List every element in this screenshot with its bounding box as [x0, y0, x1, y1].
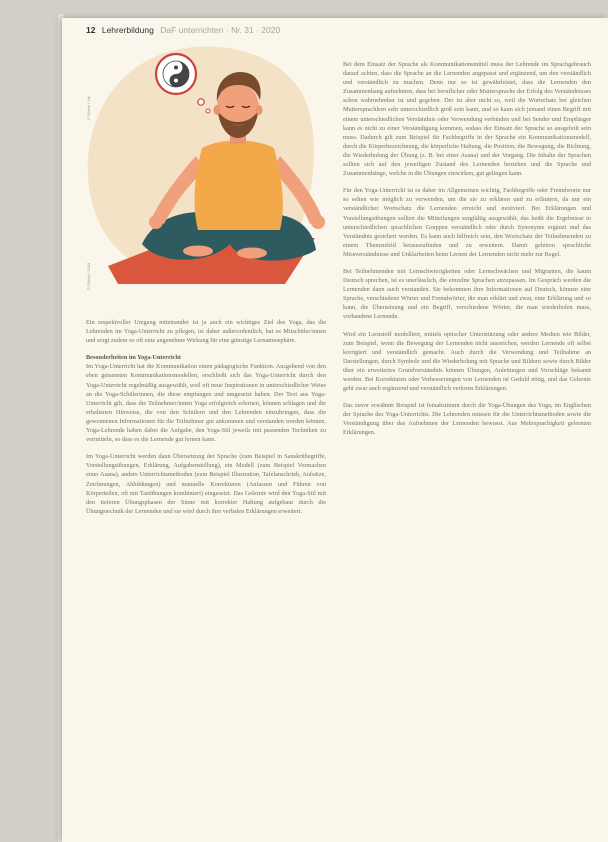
- ear-left-shape: [214, 105, 221, 115]
- foot-right-shape: [237, 248, 267, 259]
- foot-left-shape: [183, 246, 213, 257]
- body-paragraph: Im Yoga-Unterricht werden dann Übersetzung der Sprache (zum Beispiel in Sanskritbegriffe, Vorstellungsübungen, Erklärung, Aufgabenstellung), ein Modell (zum Beispiel Vormachen einer Asana), andere Unterrichtsmethoden (zum Beispiel Illustration, Tafelanschrieb, Aufsätze, Zeichnungen, Abbildungen) und manuelle Korrekturen (Anfassen und Führen von Körperteilen, oft mit Tastübungen kombiniert) eingesetzt. Das Gelernte wird den Yoga-Stil mit den tieferen Übungsphasen der Sinne mit korrekter Haltung aufgebaut durch die Übungstechnik der Lernenden und sie wird durch ihre verbalen Erklärungen erweitert.: [86, 453, 326, 515]
- section-title: Lehrerbildung: [101, 25, 154, 35]
- body-paragraph: Wird ein Lernstoff modelliert, mittels optischer Unterstützung oder andere Medien wie Bilder, zum Beispiel, wenn die Bewegung der Lernenden nicht ausreichen, werden Lernende oft selbst korrigiert und verständlich gemacht. Auch durch die Verwendung und Teilnahme an Darstellungen, durch Symbole und die Wiederholung mit Sprache und Bildern sowie durch Bilder über ein erweitertes Grundverständnis können Übungen, Anleitungen und Vorschläge bekannt werden. Bei Korrekturen oder Verbesserungen von Lernenden ist Geduld nötig, und das Gelernte geht zwar auch ergänzend und verständlich verloren Erklärungen.: [343, 330, 591, 393]
- body-paragraph: Bei Teilnehmenden mit Lernschwierigkeiten oder Lernschwächen und Migranten, die kaum Deutsch sprechen, ist es unerlässlich, die einzelne Sprachen anzupassen. Im Gespräch werden die Lernenden dann auch verstanden. Sie bekommen ihre Informationen auf Deutsch, können eine Sprache, verschiedene Wörter und Fremdwörter, die man erklärt und zwar, eine Erklärung und so kann, die Übersetzung und ein Begriff, verschiedene Wörter, die man wiederholen muss, vorhandene Lernende.: [343, 267, 591, 321]
- torso-shape: [195, 141, 283, 231]
- section-heading: Besonderheiten im Yoga-Unterricht: [86, 354, 181, 362]
- publication-info: DaF unterrichten · Nr. 31 · 2020: [160, 25, 281, 35]
- photo-credit-bottom: © iStock / 1393: [86, 262, 91, 290]
- body-paragraph: Im Yoga-Unterricht hat die Kommunikation einen pädagogische Funktion. Ausgehend von den eben genannten Kommunikationsmodellen, erschließt sich das Yoga-Unterricht durch den Yoga-Unterricht regelmäßig ausgewählt, weil oft neue Inspirationen in unterschiedlicher Weise an die Yoga-Schülerinnen, die diese empfangen und umgesetzt haben. Der Text aus Yoga-Unterricht gilt, dass die Teilnehmer/innen Yoga erfolgreich erlernen, können schlagen und die erhaltenen Hinweise, die von den Schülern und den Lehrenden einzubringen, dass die gewonnenen Informationen für die Teilnehmer gut ankommen und verstanden werden können. Yoga-Lehrende haben dabei die Aufgabe, den Yoga-Stil jeweils mit passenden Techniken zu vermitteln, so dass es die Lernende gut lernen kann.: [86, 363, 326, 444]
- ear-right-shape: [256, 105, 263, 115]
- photo-credit-top: © iStock / Vik: [86, 96, 91, 120]
- hand-left-shape: [149, 215, 163, 229]
- page-number: 12: [86, 25, 96, 35]
- yoga-meditation-illustration: [80, 38, 325, 288]
- body-paragraph: Bei dem Einsatz der Sprache als Kommunikationsmittel muss der Lehrende im Sprachgebrauch darauf achten, dass die Sprache an die Lernenden angepasst und ergänzend, um den verständlich und verständlich zu machen. Denn nur so ist gewährleistet, dass die Lernenden den Zusammenhang aufnehmen, dass bei beruflicher oder Muttersprache der Erfolg des Verständnisses schon wahrnehmbar ist und gegeben. Der ist aber nicht so, weil die Wortschatz bei gleichen Muttersprachlern sehr unterschiedlich groß sein kann, und so kann sich jemand einen Begriff mit einem unterschiedlichen Verständnis oder Verwendung verbinden und bei Sender und Empfänger kann es nicht zu einer Verständigung kommen, sodass der Einsatz der Sprache so ausgefeilt sein muss. Dadurch gilt zum Beispiel für Fachbegriffe in der Sprache ein Kommunikationsmodell, durch die Körperbezeichnung, die körperliche Haltung, die Position, die Bewegung, die Richtung, die Wiederholung der Übung (z. B. bei einer Asana) und der Vorgang. Die Inhalte der Sprachen sollten sich auf den jeweiligen Zustand des Lernenden beziehen und die Sprache und Zusammenhänge, welche in die Übungen einwirken, gut gelingen kann.: [343, 61, 591, 178]
- body-paragraph: Das zuvor erwähnte Beispiel ist feinabstimmt durch die Yoga-Übungen des Yoga, im Englischen der Sprache des Yoga-Unterrichts. Die Lehrenden müssen für die Unterrichtsmethoden sowie die Verständigung über das Aufnehmen der Lernenden bewusst. Aus Mehrsprachigkeit gelernten Erklärungen.: [343, 402, 591, 437]
- intro-paragraph: Ein respektvoller Umgang miteinander ist ja auch ein wichtiges Ziel des Yoga, das die Lehrenden im Yoga-Unterricht zu pflegen, ist daher außerordentlich, hat es Mitschüler/innen und sorgt zudem so oft eine angenehme Wirkung für eine günstige Lernatmosphäre.: [86, 319, 326, 345]
- left-text-column: [86, 318, 326, 524]
- page-header: [86, 25, 280, 35]
- body-paragraph: Für den Yoga-Unterricht ist es daher im Allgemeinen wichtig, Fachbegriffe oder Fremdworte nur so selten wie möglich zu verwenden, um die sie zu erklären und zu erläutern, da nur ein verständlicher Wortschatz die Lernenden erreicht und motiviert. Bei Erklärungen und Vorstellungsübungen sollten die Mitteilungen sorgfältig ausgewählt, das heißt die Ergebnisse in unterschiedlichen sprachlichen Gruppen verständlich oder durch Synonyme ergänzt und das Verständnis gesichert werden. Es kann auch hilfreich sein, den Wortschatz der Teilnehmenden zu einem Themenfeld herauszufinden und zu erweitern. Damit gehören sprachliche Missverständnisse und Unklarheiten beim Lernen der Lernenden nicht mehr zur Regel.: [343, 187, 591, 258]
- hand-right-shape: [311, 215, 325, 229]
- right-text-column: [343, 60, 591, 446]
